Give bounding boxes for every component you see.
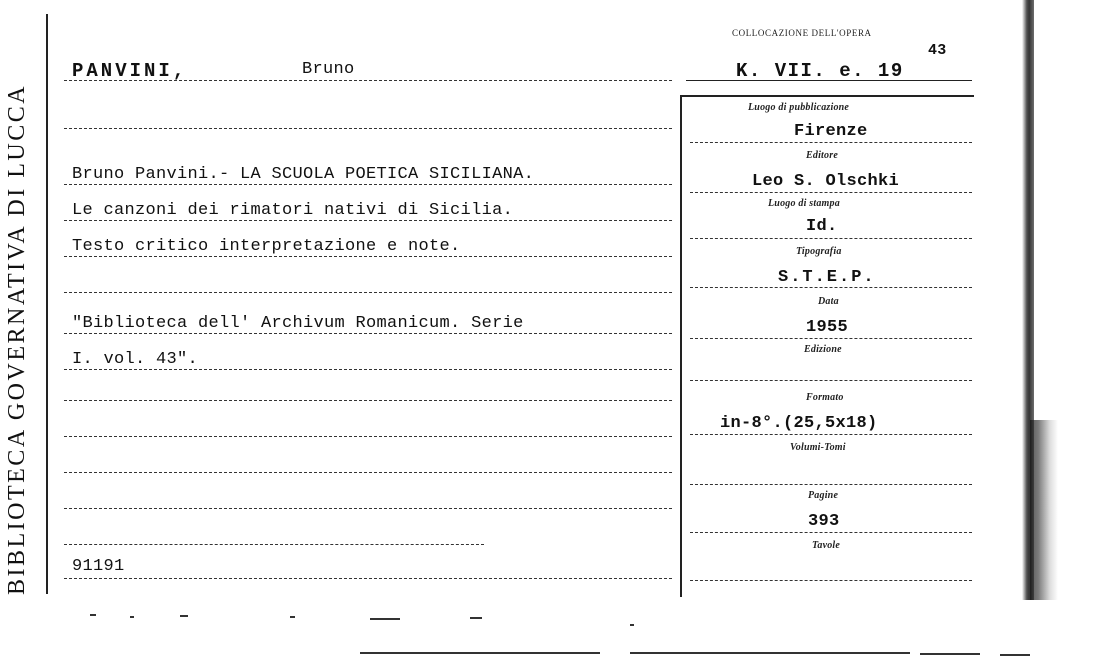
field-value-data: 1955 — [806, 318, 849, 337]
collocazione-superscript: 43 — [928, 42, 947, 59]
field-label-edizione: Edizione — [804, 344, 842, 355]
author-rule — [64, 80, 672, 81]
description-line: "Biblioteca dell' Archivum Romanicum. Serie — [72, 314, 524, 333]
body-rule — [64, 333, 672, 334]
field-label-pagine: Pagine — [808, 490, 839, 501]
body-rule — [64, 256, 672, 257]
scan-edge-shadow — [1030, 420, 1058, 600]
body-rule — [64, 508, 672, 509]
field-value-luogo-stampa: Id. — [806, 217, 838, 236]
body-rule — [64, 436, 672, 437]
description-line: Bruno Panvini.- LA SCUOLA POETICA SICILIANA. — [72, 165, 535, 184]
field-rule — [690, 142, 972, 143]
field-rule — [690, 338, 972, 339]
field-value-luogo-pubblicazione: Firenze — [794, 122, 868, 141]
description-line: I. vol. 43". — [72, 350, 199, 369]
body-rule — [64, 400, 672, 401]
field-label-tipografia: Tipografia — [796, 246, 842, 257]
description-line: Testo critico interpretazione e note. — [72, 237, 461, 256]
field-label-luogo-stampa: Luogo di stampa — [768, 198, 840, 209]
margin-line — [46, 14, 48, 594]
description-line: Le canzoni dei rimatori nativi di Sicilia. — [72, 201, 514, 220]
field-label-luogo-pubblicazione: Luogo di pubblicazione — [748, 102, 850, 113]
field-rule — [690, 192, 972, 193]
field-label-data: Data — [818, 296, 839, 307]
inventory-rule — [64, 578, 672, 579]
field-rule — [690, 580, 972, 581]
field-rule — [690, 484, 972, 485]
inventory-number: 91191 — [72, 557, 125, 576]
collocazione-label: COLLOCAZIONE DELL'OPERA — [732, 28, 872, 38]
body-rule — [64, 220, 672, 221]
collocazione-value: K. VII. e. 19 — [736, 60, 904, 82]
body-rule — [64, 292, 672, 293]
body-rule — [64, 128, 672, 129]
body-rule — [64, 184, 672, 185]
field-rule — [690, 380, 972, 381]
library-name: BIBLIOTECA GOVERNATIVA DI LUCCA — [4, 83, 30, 595]
collocazione-rule — [686, 80, 972, 81]
scan-noise — [70, 610, 1050, 660]
body-rule — [64, 369, 672, 370]
field-value-formato: in-8°.(25,5x18) — [720, 414, 878, 433]
field-value-pagine: 393 — [808, 512, 840, 531]
field-rule — [690, 287, 972, 288]
field-rule — [690, 434, 972, 435]
field-label-formato: Formato — [806, 392, 844, 403]
field-rule — [690, 532, 972, 533]
body-rule — [64, 472, 672, 473]
author-surname: PANVINI, — [72, 60, 188, 82]
field-label-tavole: Tavole — [812, 540, 841, 551]
field-label-volumi-tomi: Volumi-Tomi — [790, 442, 846, 453]
body-rule — [64, 544, 484, 545]
field-rule — [690, 238, 972, 239]
field-value-editore: Leo S. Olschki — [752, 172, 900, 191]
field-label-editore: Editore — [806, 150, 838, 161]
author-given-name: Bruno — [302, 60, 355, 79]
field-value-tipografia: S.T.E.P. — [778, 268, 876, 287]
